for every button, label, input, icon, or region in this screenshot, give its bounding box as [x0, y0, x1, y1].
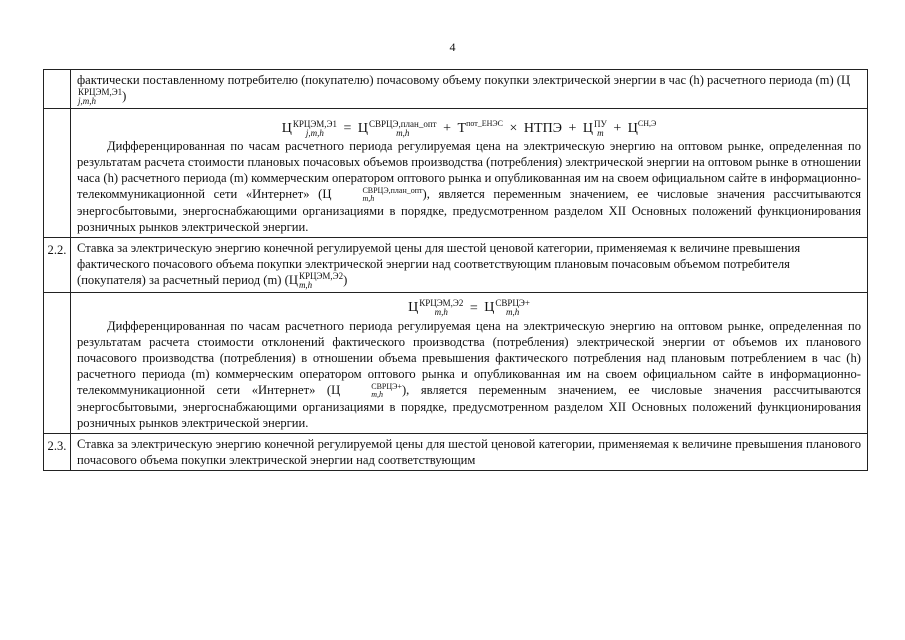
page-number: 4	[449, 40, 456, 54]
table-row	[44, 109, 868, 238]
formula2-rhs-sup: СВРЦЭ+	[495, 298, 530, 309]
table-row	[44, 293, 868, 433]
tariff-table	[43, 69, 868, 471]
formula1-t1-sub: m,h	[396, 127, 410, 138]
table-row	[44, 433, 868, 470]
formula2-rhs-sub: m,h	[506, 307, 520, 318]
row1-superscript: КРЦЭМ,Э1	[78, 87, 123, 98]
paragraph2-text-a: Дифференцированная по часам расчетного периода регулируемая цена на электрическую энергию на оптовом рынке, определенная по результатам расчета стоимости отклонений фактического производства (потребления) электрической энергии от объемов их планового почасового производства (потребления) в отношении объема превышения фактического потребления над плановым потреблением в час (h) расчетного периода (m) коммерческим оператором оптового рынка и опубликованная им на своем официальном сайте в информационно-телекоммуникационной сети «Интернет» (	[77, 318, 861, 397]
formula2	[77, 295, 861, 317]
paragraph2-text-b: ), является переменным значением, ее числовые значения рассчитываются энергосбытовыми, энергоснабжающими организациями в порядке, предусмотренном разделом XII Основных положений функционирования розничных рынков электрической энергии.	[77, 382, 861, 430]
formula1-t2-sup: пот_ЕНЭС	[466, 119, 504, 129]
table-row	[44, 70, 868, 109]
formula2-lhs-sup: КРЦЭМ,Э2	[419, 298, 464, 309]
row1-text: фактически поставленному потребителю (покупателю) почасовому объему покупки электрической энергии в час (h) расчетного периода (m) (	[77, 73, 842, 87]
row22-tail: )	[343, 273, 348, 288]
formula1-t1-symbol: Ц	[357, 121, 369, 137]
row1-symbol: Ц	[841, 73, 851, 87]
formula1-cell	[71, 109, 868, 238]
paragraph2-sub: m,h	[371, 389, 384, 399]
formula1-t4-sub: m	[597, 127, 604, 138]
paragraph1-text-a: Дифференцированная по часам расчетного периода регулируемая цена на электрическую энергию на оптовом рынке, определенная по результатам расчета стоимости плановых почасовых объемов производства (потребления) электрической энергии на оптовом рынке в отношении часа (h) расчетного периода (m) коммерческим оператором оптового рынка и опубликованная им на своем официальном сайте в информационно-телекоммуникационной сети «Интернет» (	[77, 139, 861, 202]
formula1-t4-sup: ПУ	[593, 118, 607, 129]
formula1-plus2: +	[568, 121, 577, 137]
formula1-plus3: +	[613, 121, 622, 137]
formula1-plus1: +	[443, 121, 451, 137]
formula1-lhs-sub: j,m,h	[305, 127, 324, 138]
row22-text-cell	[71, 238, 868, 293]
row23-text-cell	[71, 433, 868, 470]
formula1-t2-symbol: T	[457, 121, 467, 137]
paragraph1	[77, 138, 861, 235]
row22-sup: КРЦЭМ,Э2	[298, 271, 344, 282]
formula2-rhs-symbol: Ц	[484, 300, 495, 316]
formula1-t5-sup: СН,Э	[637, 119, 657, 129]
formula1-equals: =	[343, 121, 352, 137]
formula1-t1-sup: СВРЦЭ,план_опт	[369, 118, 437, 129]
paragraph1-sup: СВРЦЭ,план_опт	[362, 186, 423, 196]
formula1-times: ×	[509, 121, 518, 137]
row22-sub: m,h	[298, 280, 313, 291]
paragraph2-symbol: Ц	[331, 382, 341, 397]
formula1-lhs-sup: КРЦЭМ,Э1	[292, 118, 337, 129]
formula1-lhs-symbol: Ц	[281, 121, 292, 137]
row-number-cell	[44, 293, 71, 433]
formula1-t5-symbol: Ц	[627, 121, 638, 137]
formula2-lhs-sub: m,h	[434, 307, 448, 318]
formula2-equals: =	[469, 300, 478, 316]
row1-subscript: j,m,h	[78, 96, 96, 107]
row1-tail: )	[122, 89, 127, 103]
row-number-2-2: 2.2.	[44, 238, 71, 293]
paragraph2	[77, 318, 861, 431]
row22-text: Ставка за электрическую энергию конечной регулируемой цены для шестой ценовой категории, применяемая к величине превышения фактического почасового объема покупки электрической энергии над соответствующим плановым почасовым объемом потребителя (покупателя) за расчетный период (m) (	[77, 241, 801, 288]
row22-symbol: Ц	[288, 273, 298, 288]
row-number-cell	[44, 109, 71, 238]
formula2-lhs-symbol: Ц	[408, 300, 419, 316]
paragraph1-symbol: Ц	[322, 187, 332, 202]
row-number-cell	[44, 70, 71, 109]
formula1-t3: НТПЭ	[523, 121, 562, 137]
paragraph2-sup: СВРЦЭ+	[371, 381, 402, 391]
row-number-2-3: 2.3.	[44, 433, 71, 470]
row1-text-cell	[71, 70, 868, 109]
formula2-cell	[71, 293, 868, 433]
paragraph1-sub: m,h	[362, 194, 375, 204]
formula1	[77, 111, 861, 138]
formula1-t4-symbol: Ц	[582, 121, 593, 137]
paragraph1-text-b: ), является переменным значением, ее числовые значения рассчитываются энергосбытовыми, энергоснабжающими организациями в порядке, предусмотренном разделом XII Основных положений функционирования розничных рынков электрической энергии.	[77, 187, 861, 235]
row23-text: Ставка за электрическую энергию конечной регулируемой цены для шестой ценовой категории, применяемая к величине превышения планового почасового объема покупки электрической энергии над соответствующим	[77, 436, 861, 467]
table-row	[44, 238, 868, 293]
